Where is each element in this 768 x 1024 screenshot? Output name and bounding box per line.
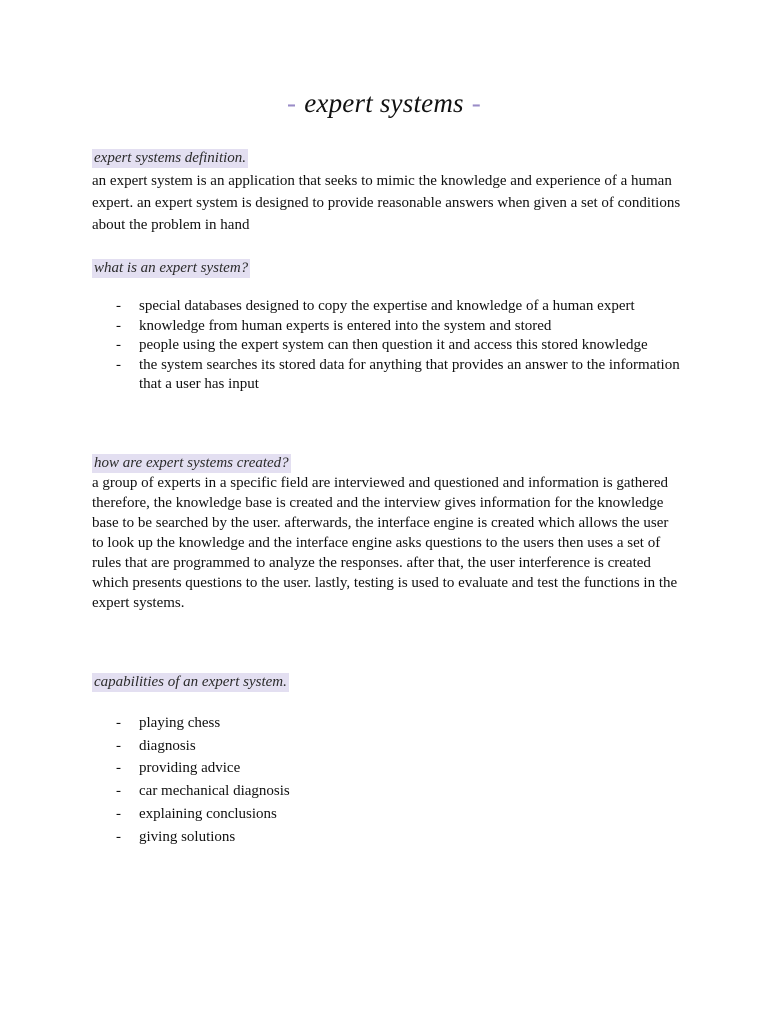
list-item bbox=[92, 336, 692, 356]
how-created-paragraph: a group of experts in a specific field are interviewed and questioned and information is gathered therefore, the knowledge base is created and the interview gives information for the knowledge base to be searched by the user. afterwards, the interface engine is created which allows the user to look up the knowledge and the interface engine asks questions to the users then uses a set of rules that are programmed to analyze the responses. after that, the user interference is created which presents questions to the user. lastly, testing is used to evaluate and test the functions in the expert systems. bbox=[92, 475, 678, 611]
list-item-text: diagnosis bbox=[139, 737, 196, 754]
bullet-mark: - bbox=[116, 760, 121, 777]
list-item-text: knowledge from human experts is entered into the system and stored bbox=[139, 317, 552, 334]
capabilities-list bbox=[92, 712, 692, 848]
list-item-text: car mechanical diagnosis bbox=[139, 783, 290, 800]
section-heading-what-is: what is an expert system? bbox=[94, 260, 249, 276]
list-item bbox=[92, 826, 692, 849]
what-is-list bbox=[92, 297, 692, 395]
list-item bbox=[92, 803, 692, 826]
bullet-mark: - bbox=[116, 783, 121, 800]
list-item bbox=[92, 735, 692, 758]
section-heading-capabilities: capabilities of an expert system. bbox=[94, 674, 287, 690]
bullet-mark: - bbox=[116, 337, 121, 353]
list-item-text: the system searches its stored data for anything that provides an answer to the information that a user has input bbox=[139, 356, 680, 392]
bullet-mark: - bbox=[116, 715, 121, 731]
bullet-mark: - bbox=[116, 317, 121, 334]
list-item bbox=[92, 780, 692, 803]
list-item-text: providing advice bbox=[139, 760, 241, 777]
title-dash-right: - bbox=[471, 88, 481, 118]
list-item bbox=[92, 712, 692, 735]
section-heading-definition: expert systems definition. bbox=[94, 150, 247, 166]
bullet-mark: - bbox=[116, 298, 121, 314]
list-item-text: explaining conclusions bbox=[139, 805, 277, 822]
list-item bbox=[92, 757, 692, 780]
definition-paragraph: an expert system is an application that seeks to mimic the knowledge and experience of a human expert. an expert system is designed to provide reasonable answers when given a set of conditions about the problem in hand bbox=[92, 173, 681, 233]
list-item bbox=[92, 297, 692, 317]
list-item bbox=[92, 356, 692, 395]
bullet-mark: - bbox=[116, 805, 121, 822]
bullet-mark: - bbox=[116, 737, 121, 754]
page-title bbox=[0, 88, 768, 119]
list-item bbox=[92, 317, 692, 337]
list-item-text: people using the expert system can then question it and access this stored knowledge bbox=[139, 337, 648, 353]
section-heading-how-created: how are expert systems created? bbox=[94, 455, 289, 471]
list-item-text: special databases designed to copy the expertise and knowledge of a human expert bbox=[139, 298, 635, 314]
list-item-text: playing chess bbox=[139, 715, 221, 731]
title-text: expert systems bbox=[304, 88, 464, 118]
bullet-mark: - bbox=[116, 356, 121, 373]
title-dash-left: - bbox=[287, 88, 297, 118]
bullet-mark: - bbox=[116, 828, 121, 845]
list-item-text: giving solutions bbox=[139, 828, 236, 845]
